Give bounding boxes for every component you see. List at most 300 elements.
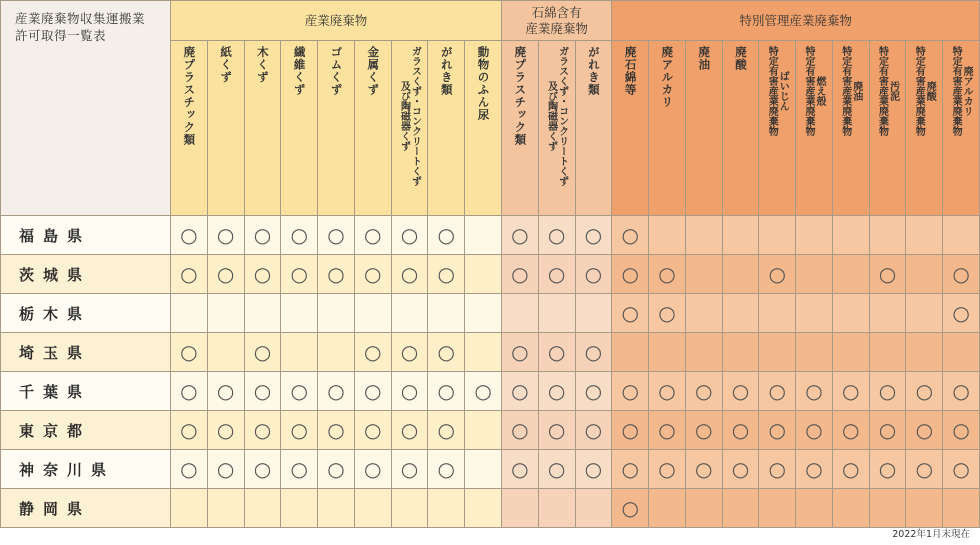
permit-mark: ○ [253,262,272,286]
permit-cell [943,333,980,372]
permit-cell [171,489,208,528]
permit-cell [428,255,465,294]
permit-mark: ○ [437,457,455,481]
permit-cell [354,489,391,528]
permit-cell [832,450,869,489]
permit-mark: ○ [363,418,382,442]
permit-mark: ○ [805,418,823,442]
permit-cell [906,294,943,333]
column-header [207,41,244,216]
permit-mark: ○ [253,223,272,247]
group-header: 特別管理産業廃棄物 [612,1,980,41]
permit-cell [391,489,428,528]
column-header [869,41,906,216]
permit-cell [538,216,575,255]
column-header [832,41,869,216]
permit-cell [391,450,428,489]
prefecture-name: 神奈川県 [1,450,171,489]
permit-cell [538,255,575,294]
permit-cell [281,255,318,294]
permit-mark: ○ [547,379,566,403]
column-header-label: 木くず [255,46,270,84]
permit-cell [832,411,869,450]
permit-mark: ○ [584,379,603,403]
permit-mark: ○ [400,223,419,247]
permit-mark: ○ [547,223,566,247]
permit-cell [354,255,391,294]
permit-mark: ○ [511,418,529,442]
permit-cell [391,294,428,333]
permit-mark: ○ [363,262,382,286]
permit-cell [722,333,759,372]
permit-cell [612,216,649,255]
group-header: 石綿含有 産業廃棄物 [501,1,611,41]
table-row [1,450,980,489]
permit-mark: ○ [952,301,970,325]
permit-mark: ○ [584,262,603,286]
permit-mark: ○ [584,457,603,481]
permit-cell [575,450,612,489]
permit-cell [465,372,502,411]
permit-mark: ○ [180,418,198,442]
permit-mark: ○ [474,379,492,403]
prefecture-name: 栃木県 [1,294,171,333]
permit-cell [244,372,281,411]
permit-mark: ○ [731,418,750,442]
permit-cell [685,294,722,333]
permit-cell [391,372,428,411]
permit-cell [207,372,244,411]
column-header [943,41,980,216]
column-header-label: ゴムくず [329,46,344,96]
column-header [796,41,833,216]
permit-cell [722,450,759,489]
permit-cell [354,411,391,450]
permit-mark: ○ [216,418,235,442]
permit-cell [281,489,318,528]
permit-mark: ○ [400,379,419,403]
column-header [465,41,502,216]
permit-mark: ○ [694,418,713,442]
permit-cell [281,372,318,411]
permit-mark: ○ [952,457,970,481]
permit-cell [465,333,502,372]
permit-mark: ○ [621,262,639,286]
permit-mark: ○ [327,379,345,403]
table-row [1,411,980,450]
permit-cell [612,372,649,411]
permit-cell [501,333,538,372]
permit-cell [649,372,686,411]
as-of-date: 2022年1月末現在 [892,529,970,540]
permit-mark: ○ [180,223,198,247]
permit-cell [391,216,428,255]
permit-cell [759,450,796,489]
permit-cell [722,255,759,294]
permit-mark: ○ [768,262,786,286]
permit-cell [943,255,980,294]
permit-cell [501,216,538,255]
permit-cell [244,255,281,294]
permit-cell [943,372,980,411]
permit-cell [465,411,502,450]
permit-mark: ○ [547,340,566,364]
permit-mark: ○ [363,340,382,364]
permit-cell [906,372,943,411]
permit-cell [685,333,722,372]
column-header [391,41,428,216]
column-header-label: 廃プラスチック類 [513,46,528,146]
group-header: 産業廃棄物 [171,1,502,41]
permit-cell [391,255,428,294]
permit-mark: ○ [621,301,639,325]
permit-cell [318,372,355,411]
column-header [759,41,796,216]
permit-mark: ○ [731,457,750,481]
permit-mark: ○ [842,379,860,403]
permit-cell [501,294,538,333]
permit-cell [869,489,906,528]
permit-cell [722,372,759,411]
permit-mark: ○ [842,418,860,442]
permit-cell [207,489,244,528]
column-header-label: 廃油 [697,46,712,71]
column-header-label: 廃酸 [733,46,748,71]
column-header [649,41,686,216]
permit-mark: ○ [290,379,308,403]
permit-cell [575,489,612,528]
permit-cell [612,333,649,372]
permit-cell [428,489,465,528]
permit-mark: ○ [768,457,786,481]
permit-cell [869,216,906,255]
permit-mark: ○ [878,262,897,286]
column-header-label: 燃え殻 特定有害産業廃棄物 [802,46,825,136]
permit-mark: ○ [511,262,529,286]
permit-cell [759,216,796,255]
column-header [906,41,943,216]
permit-cell [318,216,355,255]
column-header-label: 廃アルカリ 特定有害産業廃棄物 [950,46,973,136]
permit-mark: ○ [253,340,272,364]
permit-cell [759,255,796,294]
permit-mark: ○ [621,418,639,442]
permit-cell [575,255,612,294]
permit-cell [685,372,722,411]
permit-cell [796,450,833,489]
column-header [501,41,538,216]
permit-mark: ○ [768,418,786,442]
permit-mark: ○ [253,457,272,481]
prefecture-name: 東京都 [1,411,171,450]
permit-cell [796,216,833,255]
permit-cell [796,411,833,450]
permit-cell [244,333,281,372]
permit-cell [244,216,281,255]
permit-cell [244,294,281,333]
permit-cell [465,255,502,294]
column-header [685,41,722,216]
column-header [538,41,575,216]
prefecture-name: 福島県 [1,216,171,255]
permit-mark: ○ [180,457,198,481]
permit-mark: ○ [584,418,603,442]
permit-cell [281,333,318,372]
permit-cell [318,255,355,294]
permit-cell [722,294,759,333]
permit-cell [575,216,612,255]
permit-mark: ○ [180,262,198,286]
permit-cell [207,294,244,333]
permit-mark: ○ [658,262,676,286]
permit-cell [318,489,355,528]
permit-cell [171,294,208,333]
permit-cell [428,333,465,372]
table-row [1,333,980,372]
permit-cell [318,450,355,489]
column-header [354,41,391,216]
permit-cell [281,294,318,333]
permit-cell [796,255,833,294]
permit-mark: ○ [400,340,419,364]
permit-mark: ○ [363,379,382,403]
permit-cell [318,333,355,372]
permit-mark: ○ [363,457,382,481]
permit-cell [207,255,244,294]
permit-cell [685,489,722,528]
table-row [1,255,980,294]
permit-mark: ○ [400,457,419,481]
permit-cell [391,411,428,450]
permit-cell [832,333,869,372]
permit-cell [906,216,943,255]
permit-mark: ○ [253,418,272,442]
permit-cell [869,333,906,372]
permit-cell [354,294,391,333]
prefecture-name: 千葉県 [1,372,171,411]
permit-mark: ○ [511,457,529,481]
permit-mark: ○ [437,262,455,286]
permit-mark: ○ [437,418,455,442]
permit-cell [685,216,722,255]
permit-mark: ○ [253,379,272,403]
permit-cell [354,216,391,255]
permit-cell [649,216,686,255]
permit-cell [538,294,575,333]
permit-cell [906,489,943,528]
table-row [1,216,980,255]
permit-cell [354,450,391,489]
permit-cell [649,294,686,333]
permit-mark: ○ [878,457,897,481]
permit-cell [428,216,465,255]
permit-cell [465,450,502,489]
permit-mark: ○ [952,418,970,442]
permit-cell [244,411,281,450]
permit-cell [391,333,428,372]
permit-cell [171,216,208,255]
permit-mark: ○ [363,223,382,247]
permit-mark: ○ [621,379,639,403]
permit-mark: ○ [437,379,455,403]
permit-mark: ○ [216,262,235,286]
permit-cell [538,489,575,528]
permit-mark: ○ [584,340,603,364]
permit-cell [906,255,943,294]
permit-mark: ○ [437,223,455,247]
permit-mark: ○ [768,379,786,403]
permit-mark: ○ [547,418,566,442]
permit-mark: ○ [805,457,823,481]
permit-cell [943,450,980,489]
column-header-label: 金属くず [366,46,381,96]
column-header [428,41,465,216]
permit-mark: ○ [511,379,529,403]
permit-cell [171,255,208,294]
permit-cell [318,411,355,450]
permit-cell [649,411,686,450]
column-header-label: 廃油 特定有害産業廃棄物 [839,46,862,136]
permit-mark: ○ [731,379,750,403]
permit-cell [244,450,281,489]
permit-cell [171,333,208,372]
permit-cell [796,489,833,528]
permit-cell [171,450,208,489]
prefecture-name: 埼玉県 [1,333,171,372]
permit-mark: ○ [327,223,345,247]
permit-cell [759,333,796,372]
permit-cell [171,411,208,450]
permit-cell [207,450,244,489]
permit-cell [354,372,391,411]
permit-mark: ○ [658,457,676,481]
permit-cell [796,372,833,411]
permit-cell [906,411,943,450]
permit-mark: ○ [658,301,676,325]
permit-mark: ○ [915,379,934,403]
permit-cell [722,216,759,255]
permit-cell [722,489,759,528]
permit-cell [869,372,906,411]
permit-cell [207,216,244,255]
permit-mark: ○ [290,418,308,442]
permit-mark: ○ [180,340,198,364]
permit-mark: ○ [915,418,934,442]
permit-cell [501,450,538,489]
column-header-label: ガラスくず・コンクリートくず 及び陶磁器くず [545,46,568,186]
permit-mark: ○ [878,379,897,403]
table-title: 産業廃棄物収集運搬業 許可取得一覧表 [1,1,171,216]
permit-mark: ○ [915,457,934,481]
permit-cell [649,450,686,489]
column-header [171,41,208,216]
permit-cell [869,411,906,450]
permit-cell [354,333,391,372]
permit-cell [869,255,906,294]
permit-cell [685,450,722,489]
permit-cell [869,450,906,489]
permit-cell [612,255,649,294]
permit-cell [318,294,355,333]
permit-mark: ○ [658,418,676,442]
column-header-label: ガラスくず・コンクリートくず 及び陶磁器くず [398,46,421,186]
permit-cell [649,333,686,372]
permit-cell [171,372,208,411]
permit-mark: ○ [621,496,639,520]
permit-mark: ○ [327,457,345,481]
permit-cell [722,411,759,450]
permit-cell [501,255,538,294]
permit-cell [575,333,612,372]
permit-cell [465,489,502,528]
permit-cell [207,411,244,450]
permit-mark: ○ [216,223,235,247]
permit-cell [906,333,943,372]
permit-mark: ○ [805,379,823,403]
permit-mark: ○ [842,457,860,481]
permit-cell [428,411,465,450]
permit-mark: ○ [290,262,308,286]
permit-mark: ○ [952,379,970,403]
column-header-label: ばいじん 特定有害産業廃棄物 [766,46,789,136]
table-row [1,294,980,333]
column-header-label: 紙くず [219,46,234,84]
column-header-label: 廃酸 特定有害産業廃棄物 [913,46,936,136]
permit-cell [465,294,502,333]
column-header [281,41,318,216]
permit-cell [832,294,869,333]
permit-cell [207,333,244,372]
permit-mark: ○ [694,379,713,403]
column-header [722,41,759,216]
permit-cell [759,411,796,450]
permit-cell [943,489,980,528]
permit-cell [649,255,686,294]
permit-mark: ○ [621,223,639,247]
permit-cell [538,411,575,450]
permit-cell [649,489,686,528]
table-row [1,489,980,528]
permit-mark: ○ [511,223,529,247]
permit-cell [759,489,796,528]
permit-mark: ○ [216,457,235,481]
table-row [1,372,980,411]
permit-mark: ○ [216,379,235,403]
permit-mark: ○ [952,262,970,286]
column-header-label: 廃石綿等 [623,46,638,96]
permit-mark: ○ [878,418,897,442]
permit-mark: ○ [437,340,455,364]
permit-cell [244,489,281,528]
permit-mark: ○ [180,379,198,403]
column-header-label: がれき類 [439,46,454,96]
permit-mark: ○ [400,262,419,286]
permit-mark: ○ [584,223,603,247]
permit-cell [869,294,906,333]
permit-cell [575,372,612,411]
permit-cell [943,294,980,333]
permit-cell [612,450,649,489]
permit-cell [832,489,869,528]
permit-mark: ○ [511,340,529,364]
permit-mark: ○ [290,223,308,247]
column-header [244,41,281,216]
permit-cell [612,294,649,333]
permit-cell [796,294,833,333]
permit-cell [943,411,980,450]
permit-mark: ○ [547,457,566,481]
permit-cell [538,450,575,489]
